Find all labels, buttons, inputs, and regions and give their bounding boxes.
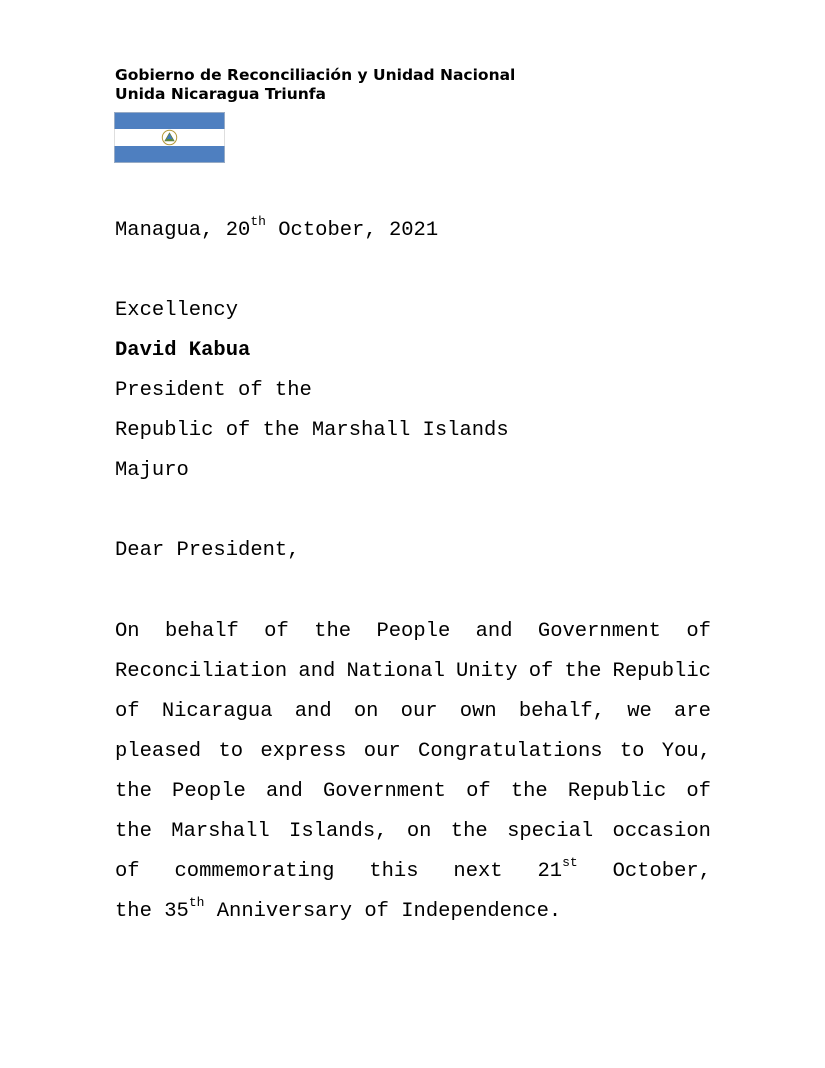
body-line-7-word: next: [453, 860, 503, 883]
body-line-3-word: Nicaragua: [161, 700, 273, 723]
recipient-role: President of the: [115, 379, 312, 402]
body-line-1-word: and: [475, 620, 513, 643]
letterhead-slogan: Unida Nicaragua Triunfa: [115, 85, 327, 103]
recipient-name: David Kabua: [115, 339, 251, 362]
body-line-7-word: October,: [612, 860, 711, 883]
body-line-3-word: behalf,: [518, 700, 605, 723]
letterhead: [115, 66, 515, 104]
body-line-5-word: People: [172, 780, 246, 803]
body-line-8: the 35th Anniversary of Independence.: [115, 895, 562, 923]
recipient-salutation-title: Excellency: [115, 299, 239, 322]
body-line-7-word: of: [115, 860, 140, 883]
body-line-2-word: Reconciliation: [115, 660, 288, 683]
body-line-1-word: People: [376, 620, 451, 643]
body-line-3-word: of: [115, 700, 140, 723]
letter-date: Managua, 20th October, 2021: [115, 214, 439, 242]
body-line-7-word: commemorating: [174, 860, 335, 883]
body-line-2-word: Unity: [456, 660, 518, 683]
body-line-6-word: the: [115, 820, 152, 843]
body-line-2-word: and: [298, 660, 336, 683]
body-line-5-word: the: [510, 780, 548, 803]
body-line-4-word: pleased: [115, 740, 202, 763]
body-line-6-word: on: [406, 820, 432, 843]
body-line-1: [115, 612, 711, 652]
body-line-5-word: of: [466, 780, 491, 803]
body-line-3-word: we: [627, 700, 652, 723]
body-line-1-word: the: [314, 620, 352, 643]
body-line-1-word: Government: [537, 620, 661, 643]
body-line-1-word: behalf: [164, 620, 239, 643]
body-line-4-word: Congratulations: [418, 740, 603, 763]
body-line-4-word: You,: [661, 740, 711, 763]
recipient-country: Republic of the Marshall Islands: [115, 419, 509, 442]
body-line-6-word: the: [450, 820, 488, 843]
body-line-2: [115, 652, 711, 692]
body-line-5-word: the: [115, 780, 152, 803]
body-line-3-word: are: [674, 700, 711, 723]
body-line-3: [115, 692, 711, 732]
body-line-3-word: and: [294, 700, 332, 723]
body-line-6: [115, 812, 711, 852]
body-line-6-word: special: [507, 820, 594, 843]
body-line-3-word: our: [400, 700, 438, 723]
body-line-5-word: Government: [322, 780, 446, 803]
body-line-2-word: of: [528, 660, 554, 683]
body-line-5-word: of: [686, 780, 711, 803]
body-line-5-word: and: [265, 780, 303, 803]
body-line-4-word: express: [260, 740, 347, 763]
letterhead-government-name: Gobierno de Reconciliación y Unidad Nacional: [115, 66, 516, 84]
body-line-1-word: of: [264, 620, 289, 643]
body-line-2-word: Republic: [612, 660, 711, 683]
body-line-5: [115, 772, 711, 812]
body-line-6-word: Islands,: [289, 820, 388, 843]
recipient-city: Majuro: [115, 459, 189, 482]
body-line-4: [115, 732, 711, 772]
body-line-2-word: National: [346, 660, 445, 683]
letter-greeting: Dear President,: [115, 539, 300, 562]
body-line-3-word: own: [459, 700, 497, 723]
body-line-4-word: to: [218, 740, 244, 763]
body-line-5-word: Republic: [567, 780, 667, 803]
body-line-3-word: on: [353, 700, 379, 723]
body-line-4-word: to: [619, 740, 645, 763]
body-line-4-word: our: [363, 740, 401, 763]
body-line-1-word: of: [686, 620, 711, 643]
body-line-6-word: Marshall: [171, 820, 270, 843]
body-line-7: [115, 852, 711, 892]
nicaragua-flag-icon: [114, 112, 225, 163]
body-line-1-word: On: [115, 620, 140, 643]
body-line-2-word: the: [564, 660, 602, 683]
body-line-7-word: this: [369, 860, 419, 883]
body-line-6-word: occasion: [612, 820, 711, 843]
body-line-7-date: 21st: [537, 855, 578, 883]
